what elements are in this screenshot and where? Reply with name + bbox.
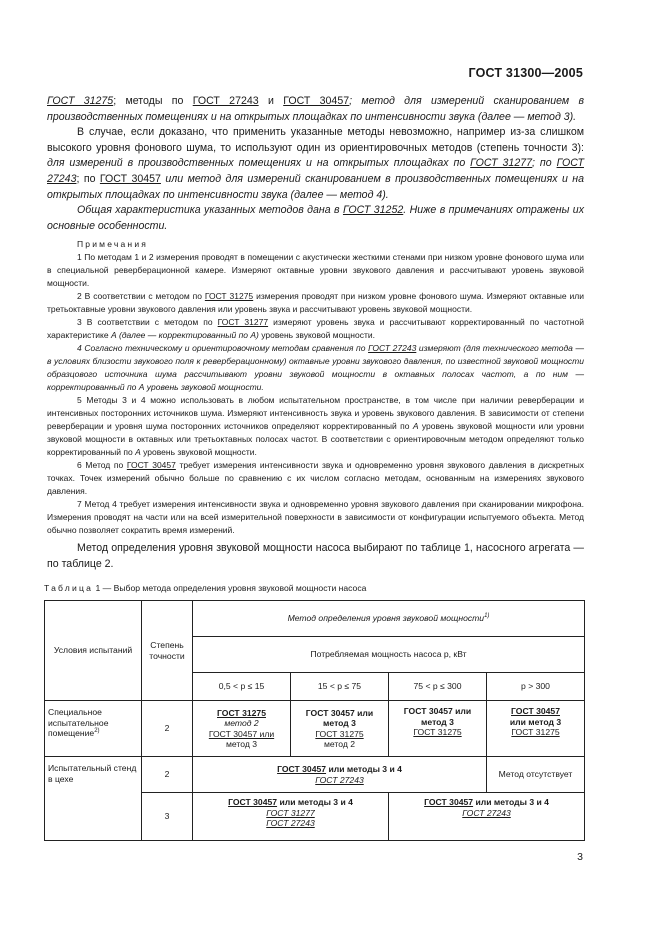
row1-conditions xyxy=(45,701,142,757)
range-3: 75 < р ≤ 300 xyxy=(389,673,487,701)
ref-gost-30457: ГОСТ 30457 xyxy=(126,460,176,471)
text-span: требует измерения интенсивности звука и одновременно уровня звукового давления в дискретных точках. Точек измерений обычно больше по сравнению с их числом согласно методам, основанным на измерениях звукового давления. xyxy=(47,460,584,497)
text-span: измеряют уровень звука и рассчитывают корректированный по частотной характеристике xyxy=(47,317,584,341)
closing-section xyxy=(47,541,584,572)
header-method xyxy=(193,601,585,637)
ref-gost-31252: ГОСТ 31252 xyxy=(342,204,404,217)
page-number: 3 xyxy=(577,851,583,863)
ref-gost-27243: ГОСТ 27243 xyxy=(47,157,584,185)
text-span: Общая характеристика указанных методов дана в xyxy=(77,204,343,217)
row2-accuracy: 2 xyxy=(142,757,193,793)
body-text xyxy=(47,94,584,573)
text-span: уровень звуковой мощности. xyxy=(258,330,375,341)
table-caption-text: 1 — Выбор метода определения уровня звуковой мощности насоса xyxy=(93,583,367,593)
ref-gost: ГОСТ 30457 xyxy=(228,797,278,807)
text-span: А xyxy=(412,421,419,432)
text-span: . Ниже в примечаниях отражены их основные особенности. xyxy=(47,204,584,232)
ref-gost-31275: ГОСТ 31275 xyxy=(204,291,254,302)
range-2: 15 < р ≤ 75 xyxy=(291,673,389,701)
closing-paragraph: Метод определения уровня звуковой мощности насоса выбирают по таблице 1, насосного агрегата — по таблице 2. xyxy=(47,542,584,570)
footnote-mark: 1) xyxy=(484,613,490,620)
method-text: метод 3 xyxy=(323,718,356,728)
ref-gost: ГОСТ 31275 xyxy=(511,727,560,737)
footnote-mark: 2) xyxy=(94,728,100,735)
text-span: ; по xyxy=(76,172,100,185)
header-accuracy: Степень точности xyxy=(142,601,193,701)
ref-gost-27243: ГОСТ 27243 xyxy=(192,95,259,107)
text-span: уровень звуковой мощности или уровни звуковой мощности в октавных или третьоктавных полосах частот. В соответствии с ориентировочным методом определяют только корректированный по xyxy=(47,421,584,458)
note-7: 7 Метод 4 требует измерения интенсивности звука и одновременно уровня звукового давления при сканировании микрофона. Измерения проводят на части или на всей измерительной поверхности в зависимости от конфигурации испытуемого объекта. Метод обычно позволяет сократить время измерений. xyxy=(47,499,584,536)
ref-gost: ГОСТ 27243 xyxy=(315,774,364,785)
ref-gost-27243: ГОСТ 27243 xyxy=(368,343,417,354)
notes-section xyxy=(47,238,584,537)
row2-cell4: Метод отсутствует xyxy=(487,757,585,793)
range-1: 0,5 < р ≤ 15 xyxy=(193,673,291,701)
row1-cell1 xyxy=(193,701,291,757)
text-span: измерения проводят при низком уровне фонового шума. Измеряют октавные или третьоктавные уровни звукового давления или уровень звука и рассчитывают уровень звуковой мощности. xyxy=(47,291,584,315)
row2-cell123 xyxy=(193,757,487,793)
ref-gost-30457: ГОСТ 30457 xyxy=(283,95,350,107)
table-caption-label: Таблица xyxy=(44,583,94,593)
method-selection-table xyxy=(44,600,585,841)
text-span: для измерений в производственных помещениях и на открытых площадках по xyxy=(47,157,471,170)
text-span: 6 Метод по xyxy=(77,460,127,471)
text-span: измеряют (для технического метода — в условиях близости звукового поля к реверберационному) октавные уровни звукового давления, по известной звуковой мощности образцового источника шума рассчитывают уровни звуковой мощности в октавных полосах частот, а по ним — корректированный по А уровень звуковой мощности. xyxy=(47,343,584,393)
row3-cell12 xyxy=(193,793,389,841)
method-text: или методы 3 и 4 xyxy=(473,797,549,807)
text-span: 3 В соответствии с методом по xyxy=(77,317,218,328)
ref-gost-31277: ГОСТ 31277 xyxy=(470,157,532,170)
paragraph-1 xyxy=(47,94,584,125)
table-caption xyxy=(44,583,366,593)
row1-accuracy: 2 xyxy=(142,701,193,757)
row3-cell34 xyxy=(389,793,585,841)
document-header: ГОСТ 31300—2005 xyxy=(468,66,583,80)
text-span: Метод определения уровня звуковой мощности xyxy=(287,613,485,624)
method-text: метод 2 xyxy=(323,739,355,749)
text-span: и xyxy=(258,95,284,107)
text-span: ; методы по xyxy=(113,95,193,107)
ref-gost: ГОСТ 31277 xyxy=(266,807,315,818)
paragraph-3 xyxy=(47,203,584,234)
ref-gost: ГОСТ 31275 xyxy=(413,727,462,737)
text-span: В случае, если доказано, что применить указанные методы невозможно, например из-за слишком высокого уровня фонового шума, то используют один из ориентировочных методов (степень точности 3): xyxy=(47,126,584,154)
text-span: 4 Согласно техническому и ориентировочному методам сравнения по xyxy=(77,343,369,354)
ref-gost: ГОСТ 30457 xyxy=(511,706,560,716)
text-span: уровень звуковой мощности. xyxy=(140,447,257,458)
text-span: ; по xyxy=(532,157,557,170)
ref-gost: ГОСТ 27243 xyxy=(462,807,511,818)
row1-cell2 xyxy=(291,701,389,757)
method-text: метод 3 xyxy=(225,739,257,749)
row1-cell4 xyxy=(487,701,585,757)
text-span: или метод для измерений сканированием в производственных помещениях и на открытых площадках по интенсивности звука (далее — метод 4). xyxy=(47,172,584,201)
note-3 xyxy=(47,316,584,342)
text-span: А (далее — корректированный по А) xyxy=(110,330,259,341)
text-span: Специальное испытательное помещение xyxy=(48,707,109,738)
note-6 xyxy=(47,459,584,498)
note-1: 1 По методам 1 и 2 измерения проводят в помещении с акустически жесткими стенами при низком уровне фонового шума или в специальной реверберационной камере. Измеряют октавные уровни звукового давления и рассчитывают уровень звуковой мощности. xyxy=(47,252,584,289)
ref-gost: ГОСТ 30457 xyxy=(277,764,327,774)
text-span: ; метод для измерений сканированием в производственных помещениях и на открытых площадках по интенсивности звука (далее — метод 3). xyxy=(47,95,584,123)
method-text: метод 3 xyxy=(421,716,454,727)
method-text: или метод 3 xyxy=(509,716,562,727)
row1-cell3 xyxy=(389,701,487,757)
ref-gost: ГОСТ 27243 xyxy=(266,818,315,828)
header-conditions: Условия испытаний xyxy=(45,601,142,701)
ref-gost: ГОСТ 31275 xyxy=(315,728,364,739)
ref-gost-31275: ГОСТ 31275 xyxy=(47,95,114,107)
notes-title: Примечания xyxy=(77,239,149,250)
ref-gost-31277: ГОСТ 31277 xyxy=(217,317,269,328)
method-text: или методы 3 и 4 xyxy=(326,764,402,774)
note-5 xyxy=(47,394,584,459)
ref-gost: ГОСТ 30457 или xyxy=(208,728,275,739)
note-2 xyxy=(47,290,584,316)
text-span: А xyxy=(135,447,141,458)
row3-accuracy: 3 xyxy=(142,793,193,841)
method-text: или методы 3 и 4 xyxy=(277,797,353,807)
ref-gost: ГОСТ 31275 xyxy=(217,707,266,718)
ref-gost-30457: ГОСТ 30457 xyxy=(99,172,161,185)
header-power: Потребляемая мощность насоса р, кВт xyxy=(193,637,585,673)
text-span: 2 В соответствии с методом по xyxy=(77,291,205,302)
ref-gost: ГОСТ 30457 или xyxy=(305,707,374,718)
note-4 xyxy=(47,342,584,394)
method-text: метод 2 xyxy=(224,718,259,728)
ref-gost: ГОСТ 30457 xyxy=(424,797,474,807)
ref-gost: ГОСТ 30457 или xyxy=(403,706,472,716)
paragraph-2 xyxy=(47,125,584,203)
text-span: 5 Методы 3 и 4 можно использовать в любом испытательном пространстве, в том числе при наличии реверберации и интенсивных посторонних источников шума. Измеряют интенсивность звука и уровень звукового давления. В зависимости от степени реверберации и уровня шума посторонних источников определяют корректированный по xyxy=(47,395,584,432)
row2-conditions: Испытательный стенд в цехе xyxy=(45,757,142,841)
range-4: р > 300 xyxy=(487,673,585,701)
